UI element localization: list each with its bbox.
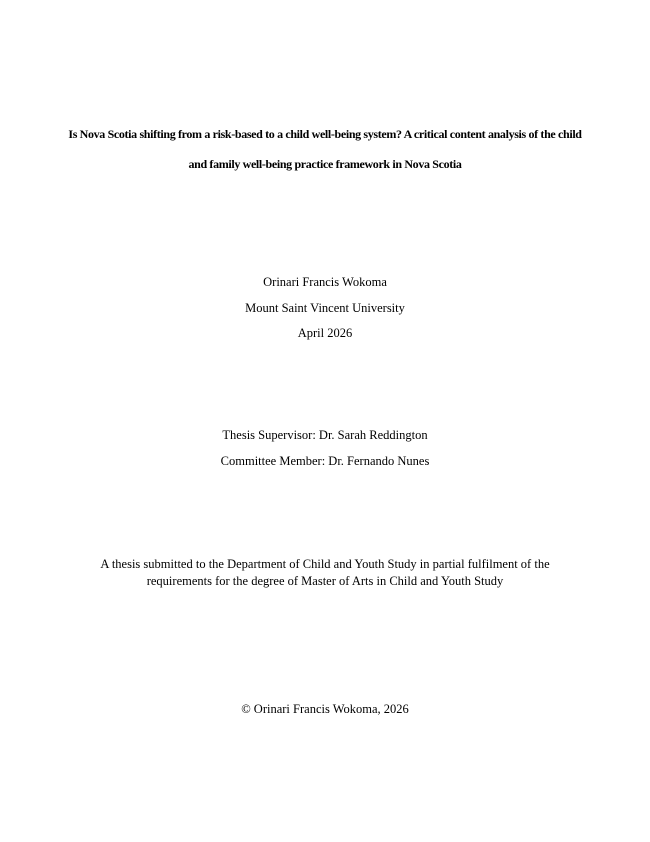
copyright-notice: © Orinari Francis Wokoma, 2026 xyxy=(241,702,409,716)
thesis-title-line-2: and family well-being practice framework in Nova Scotia xyxy=(188,157,462,171)
submission-statement-line-1: A thesis submitted to the Department of Child and Youth Study in partial fulfilment of the xyxy=(100,557,550,571)
submission-date: April 2026 xyxy=(297,326,353,340)
thesis-supervisor: Thesis Supervisor: Dr. Sarah Reddington xyxy=(222,428,428,442)
thesis-title-line-1: Is Nova Scotia shifting from a risk-based to a child well-being system? A critical content analysis of the child xyxy=(68,127,582,141)
institution-name: Mount Saint Vincent University xyxy=(245,301,405,315)
submission-statement-line-2: requirements for the degree of Master of Arts in Child and Youth Study xyxy=(146,574,504,588)
committee-member: Committee Member: Dr. Fernando Nunes xyxy=(220,454,430,468)
author-name: Orinari Francis Wokoma xyxy=(263,275,387,289)
